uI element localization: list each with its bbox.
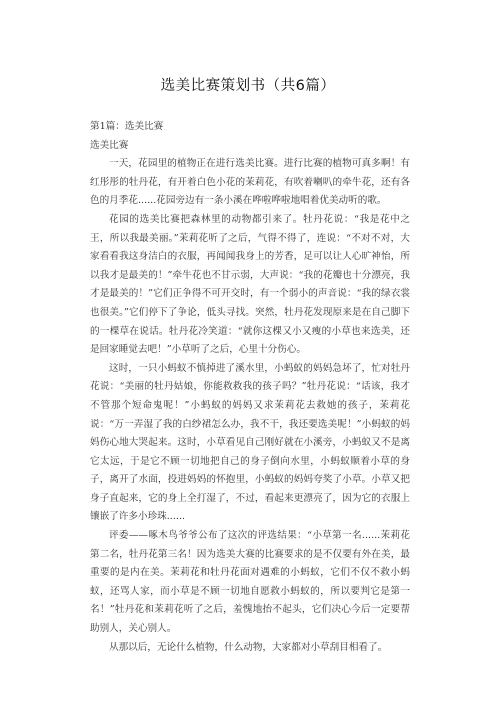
paragraph: 这时，一只小蚂蚁不慎掉进了溪水里，小蚂蚁的妈妈急坏了，忙对牡丹花说：“美丽的牡丹姑娘，你能救救我的孩子吗？”牡丹花说：“话该，我才不管那个短命鬼呢！”小蚂蚁的妈妈又求茉莉花去救她的孩子，茉莉花说：“万一弄湿了我的白纱裙怎么办，我不干，我还要选美呢！”小蚂蚁的妈妈伤心地大哭起来。这时，小草看见自己刚好就在小溪旁，小蚂蚁又不是离它太远，于是它不顾一切地把自己的身子倒向水里，小蚂蚁顺着小草的身子，离开了水面，投进妈妈的怀抱里，小蚂蚁的妈妈夸奖了小草。小草又把身子直起来，它的身上全打湿了，不过，看起来更漂亮了，因为它的衣服上镶嵌了许多小珍珠...... (90, 362, 410, 523)
paragraph: 花园的选美比赛把森林里的动物都引来了。牡丹花说：“我是花中之王，所以我最美丽。”茉莉花听了之后，气得不得了，连说：“不对不对，大家看看我这身洁白的衣服，再闻闻我身上的芳香，足可以让人心旷神怡，所以我才是最美的！”牵牛花也不甘示弱，大声说：“我的花瓣也十分漂亮，我才是最美的！”它们正争得不可开交时，有一个弱小的声音说：“我的绿衣裳也很美。”它们停下了争论，低头寻找。突然，牡丹花发现原来是在自己脚下的一棵草在说话。牡丹花冷笑道：“就你这棵又小又瘦的小草也来选美，还是回家睡觉去吧！”小草听了之后，心里十分伤心。 (90, 213, 410, 356)
document-title: 选美比赛策划书（共6篇） (160, 78, 336, 94)
section-subtitle: 选美比赛 (90, 139, 129, 151)
document-body (90, 118, 410, 657)
paragraph: 评委——啄木鸟爷爷公布了这次的评选结果：“小草第一名......茉莉花第二名，牡丹花第三名！因为选美大赛的比赛要求的是不仅要有外在美，最重要的是内在美。茉莉花和牡丹花面对遇难的小蚂蚁，它们不仅不救小蚂蚁，还骂人家，而小草是不顾一切地自愿救小蚂蚁的，所以要判它是第一名！”牡丹花和茉莉花听了之后，羞愧地抬不起头，它们决心今后一定要帮助别人，关心别人。 (90, 530, 410, 635)
paragraph: 从那以后，无论什么植物，什么动物，大家都对小草刮目相看了。 (109, 641, 388, 653)
paragraph: 一天，花园里的植物正在进行选美比赛。进行比赛的植物可真多啊！有红彤彤的牡丹花，有开着白色小花的茉莉花，有吹着喇叭的牵牛花，还有各色的月季花......花园旁边有一条小溪在哗啦哗啦地唱着优美动听的歌。 (90, 158, 410, 207)
section-heading: 第1篇：选美比赛 (90, 121, 164, 132)
